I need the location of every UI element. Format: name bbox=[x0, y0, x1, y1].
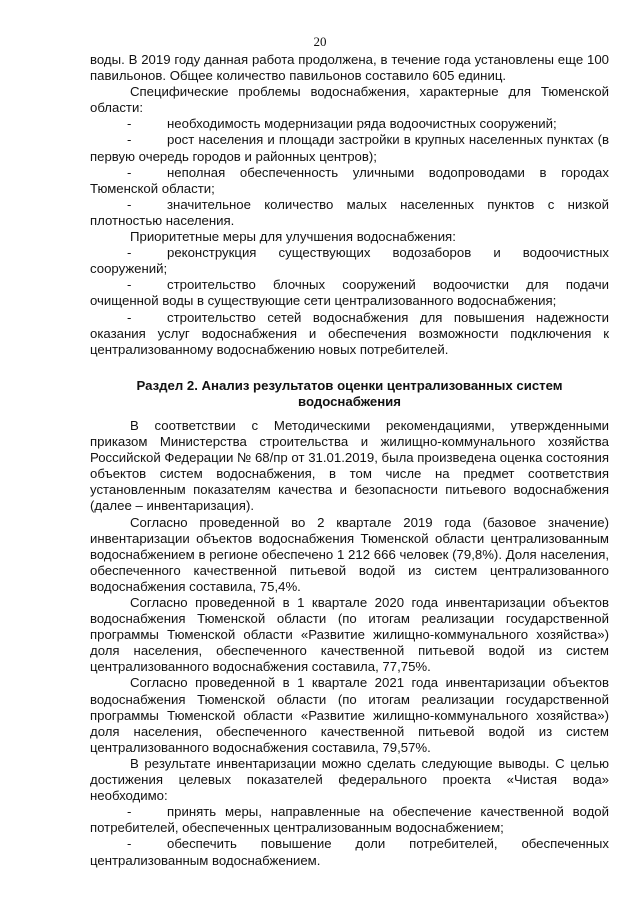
list-dash: - bbox=[127, 277, 132, 293]
page-number: 20 bbox=[313, 34, 327, 49]
list-dash: - bbox=[127, 164, 132, 180]
list-item bbox=[90, 197, 609, 229]
list-dash: - bbox=[127, 116, 132, 132]
paragraph: Специфические проблемы водоснабжения, характерные для Тюменской области: bbox=[90, 84, 609, 116]
list-item-text: обеспечить повышение доли потребителей, обеспеченных централизованным водоснабжением. bbox=[90, 836, 609, 868]
list-item bbox=[90, 165, 609, 197]
list-item bbox=[90, 277, 609, 309]
list-item-text: рост населения и площади застройки в крупных населенных пунктах (в первую очередь городов и районных центров); bbox=[90, 132, 609, 164]
list-item-text: реконструкция существующих водозаборов и водоочистных сооружений; bbox=[90, 245, 609, 277]
list-item bbox=[90, 245, 609, 277]
list-dash: - bbox=[127, 245, 132, 261]
list-item bbox=[90, 804, 609, 836]
list-item-text: необходимость модернизации ряда водоочистных сооружений; bbox=[167, 116, 557, 132]
list-item bbox=[90, 836, 609, 868]
paragraph: В результате инвентаризации можно сделать следующие выводы. С целью достижения целевых показателей федерального проекта «Чистая вода» необходимо: bbox=[90, 755, 609, 804]
paragraph: Согласно проведенной в 1 квартале 2020 года инвентаризации объектов водоснабжения Тюменской области (по итогам реализации государственной программы Тюменской области «Развитие жилищно-коммунального хозяйства») доля населения, обеспеченного качественной питьевой водой из систем централизованного водоснабжения составила, 77,75%. bbox=[90, 595, 609, 675]
paragraph: Согласно проведенной во 2 квартале 2019 года (базовое значение) инвентаризации объектов водоснабжения Тюменской области централизованным водоснабжением в регионе обеспечено 1 212 666 человек (79,8%). Доля населения, обеспеченного качественной питьевой водой из систем централизованного водоснабжения составила, 75,4%. bbox=[90, 514, 609, 594]
list-item-text: строительство блочных сооружений водоочистки для подачи очищенной воды в существующие сети централизованного водоснабжения; bbox=[90, 277, 609, 309]
paragraph: В соответствии с Методическими рекомендациями, утвержденными приказом Министерства строительства и жилищно-коммунального хозяйства Российской Федерации № 68/пр от 31.01.2019, была произведена оценка состояния объектов систем водоснабжения, в том числе на предмет соответствия установленным показателям качества и безопасности питьевого водоснабжения (далее – инвентаризация). bbox=[90, 417, 609, 514]
paragraph: Приоритетные меры для улучшения водоснабжения: bbox=[130, 229, 456, 245]
list-dash: - bbox=[127, 836, 132, 852]
list-item-text: принять меры, направленные на обеспечение качественной водой потребителей, обеспеченных централизованным водоснабжением; bbox=[90, 804, 609, 836]
paragraph: воды. В 2019 году данная работа продолжена, в течение года установлены еще 100 павильонов. Общее количество павильонов составило 605 единиц. bbox=[90, 52, 609, 84]
list-item bbox=[90, 132, 609, 164]
list-dash: - bbox=[127, 132, 132, 148]
list-item-text: значительное количество малых населенных пунктов с низкой плотностью населения. bbox=[90, 196, 609, 228]
list-dash: - bbox=[127, 804, 132, 820]
list-item bbox=[90, 116, 609, 132]
section-heading: Раздел 2. Анализ результатов оценки централизованных систем водоснабжения bbox=[136, 377, 563, 409]
document-body bbox=[90, 52, 609, 869]
list-item-text: неполная обеспеченность уличными водопроводами в городах Тюменской области; bbox=[90, 164, 609, 196]
list-item bbox=[90, 310, 609, 358]
list-dash: - bbox=[127, 309, 132, 325]
paragraph: Согласно проведенной в 1 квартале 2021 года инвентаризации объектов водоснабжения Тюменской области (по итогам реализации государственной программы Тюменской области «Развитие жилищно-коммунального хозяйства») доля населения, обеспеченного качественной питьевой водой из систем централизованного водоснабжения составила, 79,57%. bbox=[90, 675, 609, 755]
list-dash: - bbox=[127, 196, 132, 212]
list-item-text: строительство сетей водоснабжения для повышения надежности оказания услуг водоснабжения и обеспечения возможности подключения к централизованному водоснабжению новых потребителей. bbox=[90, 309, 609, 357]
